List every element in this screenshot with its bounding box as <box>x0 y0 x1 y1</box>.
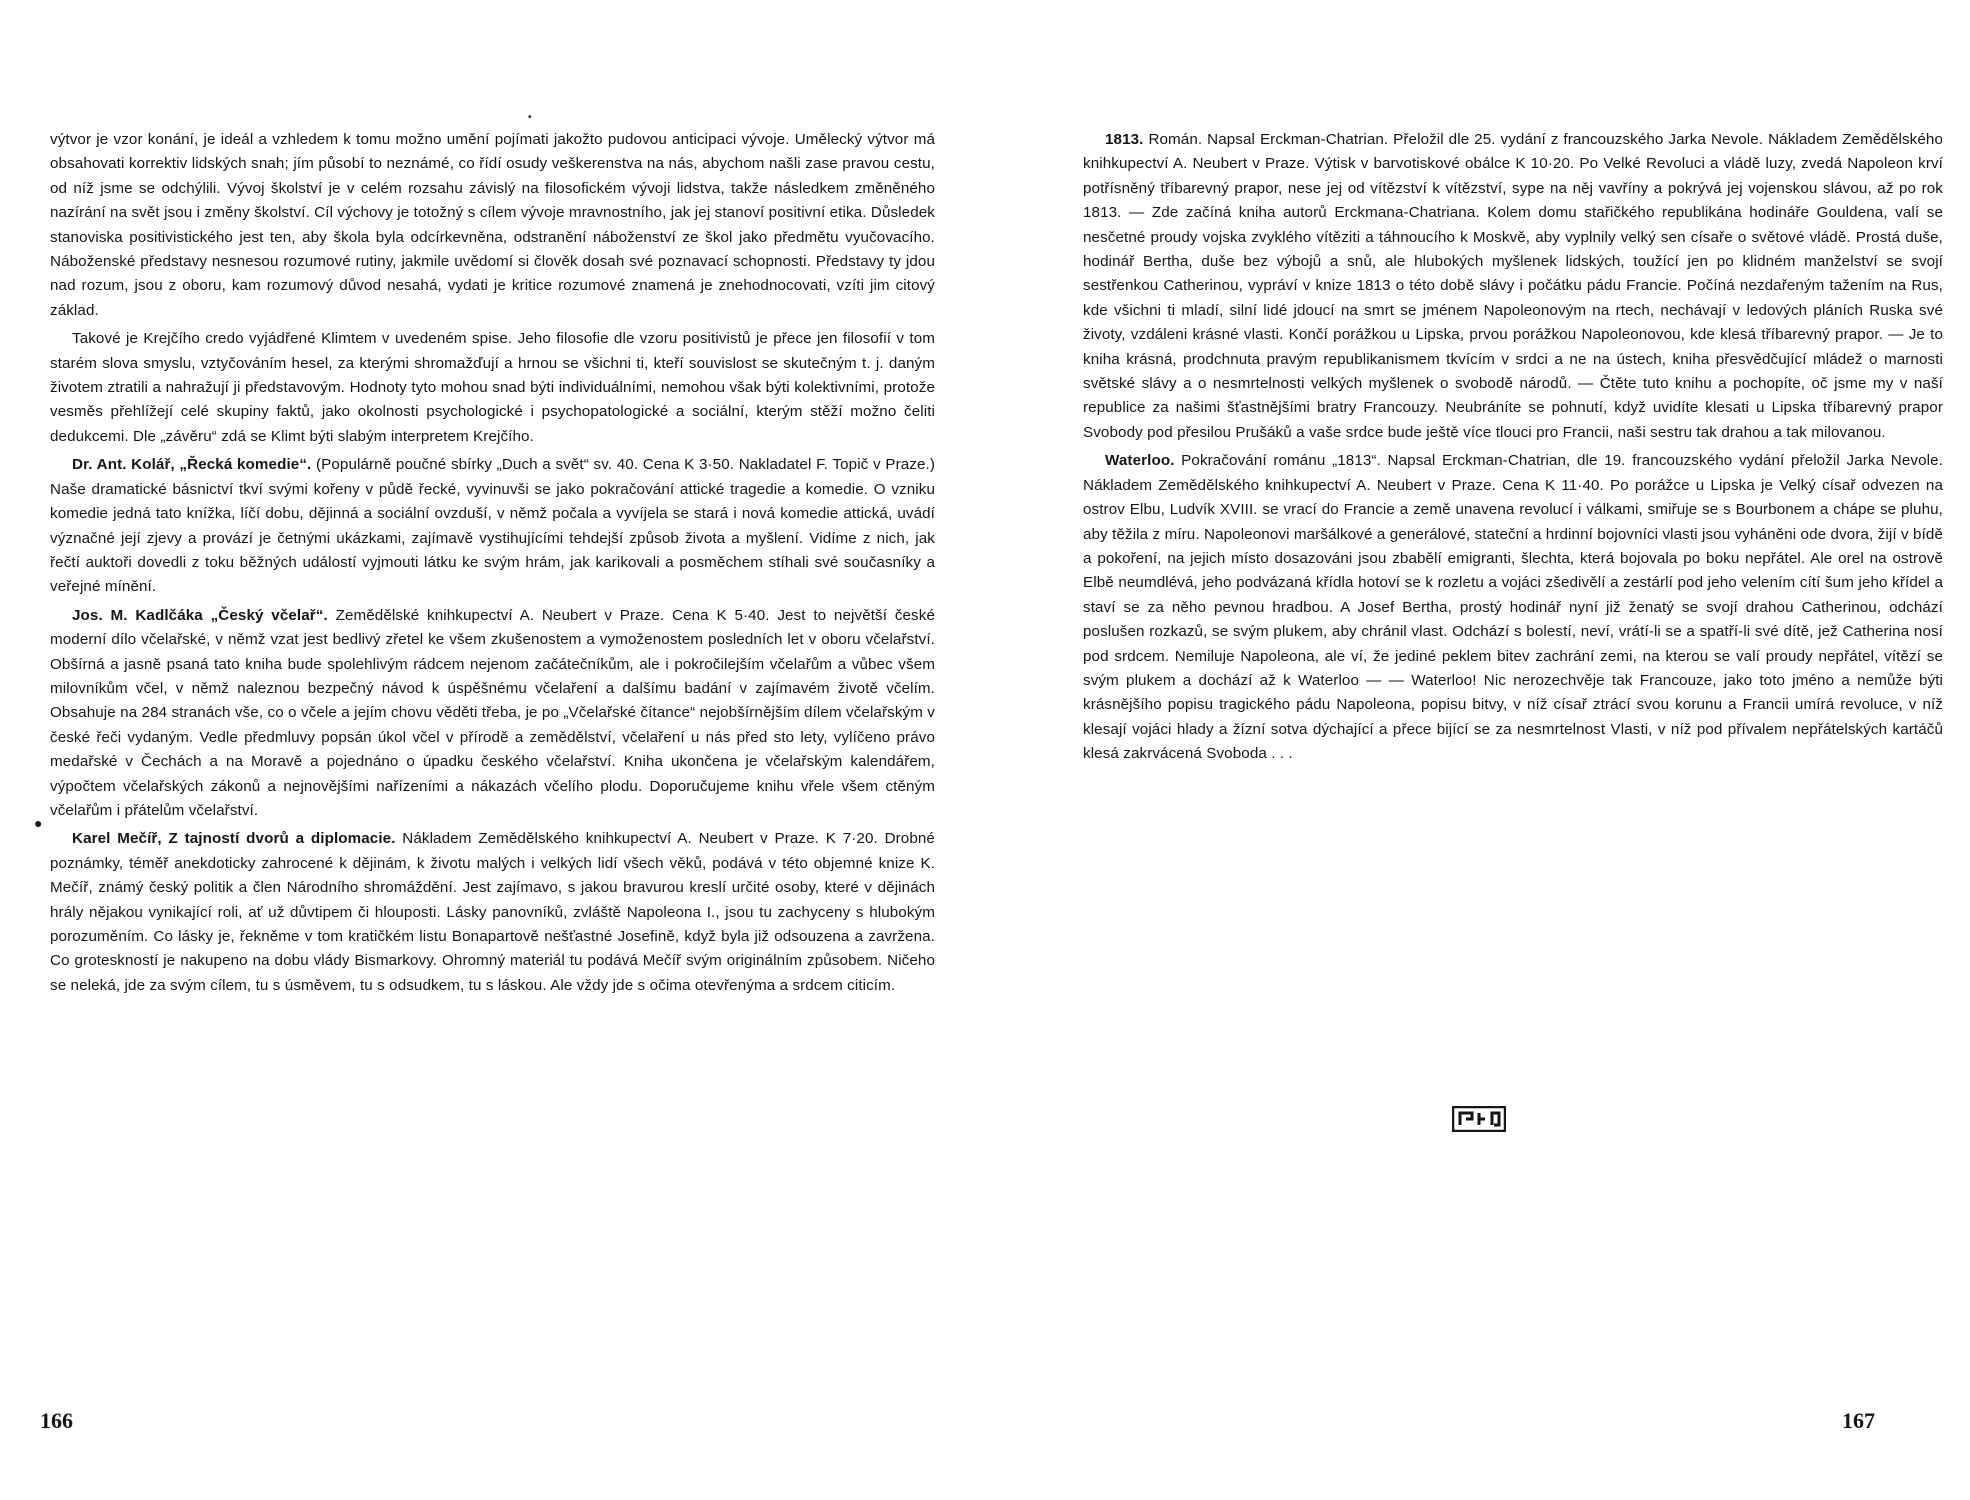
review-entry <box>50 453 935 599</box>
entry-heading: Dr. Ant. Kolář, „Řecká komedie“. <box>72 456 312 474</box>
entry-text: (Populárně poučné sbírky „Duch a svět“ sv. 40. Cena K 3·50. Nakladatel F. Topič v Praze.) Naše dramatické básnictví tkví svými kořeny v půdě řecké, vyvinuvši se jako pokračování attické tragedie a komedie. O vzniku komedie jedná tato knížka, líčí dobu, dějinná a sociální ovzduší, v němž počala a vyvíjela se stará i nová komedie attická, uvádí význačné její zjevy a provází je četnými ukázkami, zajímavě vystihujícími tehdejší způsob života a myšlení. Vidíme z nich, jak řečtí auktoři dovedli z toku běžných událostí vyjmouti látku ke svým hrám, jak karikovali a posměchem stíhali své současníky a veřejné mínění. <box>50 456 935 596</box>
printer-dot: • <box>528 112 532 123</box>
left-text-column <box>50 128 935 1002</box>
page-number: 166 <box>40 1408 73 1433</box>
printer-ornament-icon <box>1452 1106 1506 1132</box>
paragraph: Takové je Krejčího credo vyjádřené Klimtem v uvedeném spise. Jeho filosofie dle vzoru positivistů je přece jen filosofií v tom starém slova smyslu, vztyčováním hesel, za kterými shromažďují a hrnou se všichni ti, kteří souvislost se skutečným t. j. daným životem ztratili a nahražují ji představovým. Hodnoty tyto mohou snad býti individuálními, nemohou však býti kolektivními, protože vesměs přehlížejí celé skupiny faktů, jako okolnosti psychologické i psychopatologické a sociální, kterým stěží možno čeliti dedukcemi. Dle „závěru“ zdá se Klimt býti slabým interpretem Krejčího. <box>50 330 935 445</box>
entry-text: Nákladem Zemědělského knihkupectví A. Neubert v Praze. K 7·20. Drobné poznámky, téměř anekdoticky zahrocené k dějinám, k životu malých i velkých lidí všech věků, podává v této objemné knize K. Mečíř, známý český politik a člen Národního shromáždění. Jest zajímavo, s jakou bravurou kreslí určité osoby, které v dějinách hrály nějakou vynikající roli, ať už důvtipem či hlouposti. Lásky panovníků, zvláště Napoleona I., jsou tu zachyceny s hlubokým porozuměním. Co lásky je, řekněme v tom kratičkém listu Bonapartově nešťastné Josefině, když byla již odsouzena a zavržena. Co groteskností je nakupeno na dobu vlády Bismarkovy. Ohromný materiál tu podává Mečíř svým originálním způsobem. Ničeho se neleká, jde za svým cílem, tu s úsměvem, tu s odsudkem, tu s láskou. Ale vždy jde s očima otevřenýma a srdcem citicím. <box>50 830 935 994</box>
right-text-column <box>1083 128 1943 771</box>
entry-heading: Jos. M. Kadlčáka „Český včelař“. <box>72 606 328 624</box>
review-entry <box>50 827 935 998</box>
review-entry <box>50 604 935 824</box>
entry-heading: Karel Mečíř, Z tajností dvorů a diplomacie. <box>72 830 396 848</box>
entry-text: Román. Napsal Erckman-Chatrian. Přeložil dle 25. vydání z francouzského Jarka Nevole. Nákladem Zemědělského knihkupectví A. Neubert v Praze. Výtisk v barvotiskové obálce K 10·20. Po Velké Revoluci a vládě luzy, zvedá Napoleon krví potřísněný tříbarevný prapor, nese jej od vítězství k vítězství, sype na něj vavříny a pokrývá jej vojenskou slávou, až po rok 1813. — Zde začíná kniha autorů Erckmana-Chatriana. Kolem domu stařičkého republikána hodináře Gouldena, valí se nesčetné proudy vojska zvyklého vítěziti a táhnoucího k Moskvě, aby vyplnily velký sen císaře o světové vládě. Prostá duše, hodinář Bertha, duše bez výbojů a snů, ale hlubokých myšlenek lidských, toužící jen po klidném manželství se svojí sestřenkou Catherinou, vypráví v knize 1813 o této době slávy i počátku pádu Francie. Počíná nezdařeným tažením na Rus, kde všichni ti mladí, silní lidé jdoucí na smrt se jménem Napoleonovým na rtech, nechávají v ledových pláních Ruska své životy, vzdáleni krásné vlasti. Končí porážkou u Lipska, prvou porážkou Napoleonovou, kde klesá tříbarevný prapor. — Je to kniha krásná, prodchnuta pravým republikanismem tkvícím v srdci a ne na ústech, kniha přesvědčující mládež o marnosti světské slávy a o nesmrtelnosti velkých myšlenek o svobodě národů. — Čtěte tuto knihu a pochopíte, oč jsme my v naší republice za našimi šťastnějšími bratry Francouzy. Neubráníte se pohnutí, když uvidíte klesati u Lipska tříbarevný prapor Svobody pod přesilou Prušáků a vaše srdce bude ještě více tlouci pro Francii, naši sestru tak drahou a tak milovanou. <box>1083 131 1943 441</box>
entry-text: Pokračování románu „1813“. Napsal Erckman-Chatrian, dle 19. francouzského vydání přeložil Jarka Nevole. Nákladem Zemědělského knihkupectví A. Neubert v Praze. Cena K 11·40. Po porážce u Lipska je Velký císař odvezen na ostrov Elbu, Ludvík XVIII. se vrací do Francie a země unavena revolucí i válkami, smiřuje se s Bourbonem a chápe se pluhu, aby těžila z míru. Napoleonovi maršálkové a generálové, stateční a hrdinní bojovníci vlasti jsou vyháněni ode dvora, žijí v bídě a pokoření, na jejich místo dosazováni jsou zbabělí emigranti, šlechta, která bojovala po boku nepřátel. Ale orel na ostrově Elbě neumdlévá, jeho podvázaná křídla hotoví se k rozletu a vojáci zšedivělí a zestárlí pod jeho velením cítí šum jeho křídel a staví se za něho pevnou hradbou. A Josef Bertha, prostý hodinář nyní již ženatý se svojí drahou Catherinou, odchází poslušen rozkazů, se svým plukem, aby chránil vlast. Odchází s bolestí, neví, vrátí-li se a spatří-li své dítě, jež Catherina nosí pod srdcem. Nemiluje Napoleona, ale ví, že jediné peklem bitev zachrání zemi, na kterou se valí proudy nepřátel, vítězí se svým plukem a dochází až k Waterloo — — Waterloo! Nic nerozechvěje tak Francouze, jako toto jméno a nemůže býti krásnějšího popisu tragického pádu Napoleona, popisu bitvy, v níž císař ztrácí svou korunu a Francii umírá revoluce, v níž klesají vojáci hlady a žízní sotva dýchající a přece bijící se za nesmrtelnost Vlasti, v níž pod přívalem nepřátelských kartáčů klesá zakrvácená Svoboda . . . <box>1083 452 1943 763</box>
right-page <box>985 0 1970 1500</box>
paragraph: výtvor je vzor konání, je ideál a vzhledem k tomu možno umění pojímati jakožto pudovou anticipaci vývoje. Umělecký výtvor má obsahovati korrektiv lidských snah; jím působí to neznámé, co řídí osudy veškerenstva na nás, abychom našli zase pravou cestu, od níž jsme se odchýlili. Vývoj školství je v celém rozsahu závislý na filosofickém vývoji lidstva, takže následkem změněného nazírání na svět jsou i změny školství. Cíl výchovy je totožný s cílem vývoje mravnostního, jak jej stanoví positivní etika. Důsledek stanoviska positivistického jest ten, aby škola byla odcírkevněna, odstranění náboženství ze škol jako předmětu vyučovacího. Náboženské představy nesnesou rozumové rutiny, jakmile uvědomí si člověk dosah své poznavací schopnosti. Představy ty jdou nad rozum, jsou z oboru, kam rozumový důvod nesahá, vydati je kritice rozumové znamená je znehodnocovati, vzíti jim citový základ. <box>50 131 935 319</box>
review-entry <box>1083 128 1943 445</box>
review-entry <box>1083 449 1943 766</box>
page-number: 167 <box>1842 1408 1875 1433</box>
entry-heading: 1813. <box>1105 131 1144 148</box>
entry-heading: Waterloo. <box>1105 452 1175 470</box>
entry-text: Zemědělské knihkupectví A. Neubert v Praze. Cena K 5·40. Jest to největší české moderní dílo včelařské, v němž vzat jest bedlivý zřetel ke všem zkušenostem a vymoženostem posledních let v oboru včelařství. Obšírná a jasně psaná tato kniha bude spolehlivým rádcem nejenom začátečníkům, ale i pokročilejším včelařům a vůbec všem milovníkům včel, v němž naleznou bezpečný návod k úspěšnému včelaření a dalšímu badání v zajímavém životě včelím. Obsahuje na 284 stranách vše, co o včele a jejím chovu věděti třeba, je po „Včelařské čítance“ nejobšírnějším dílem včelařským v české řeči vydaným. Vedle předmluvy popsán úkol včel v přírodě a zemědělství, včelaření u nás před sto lety, vylíčeno právo medařské v Čechách a na Moravě a pojednáno o úpadku českého včelařství. Kniha ukončena je včelařským kalendářem, výpočtem včelařských zákonů a nejnovějšími nařízeními a nákazách včelího plodu. Doporučujeme knihu vřele všem ctěným včelařům i přátelům včelařství. <box>50 606 935 819</box>
margin-bullet-icon: ● <box>34 815 43 831</box>
